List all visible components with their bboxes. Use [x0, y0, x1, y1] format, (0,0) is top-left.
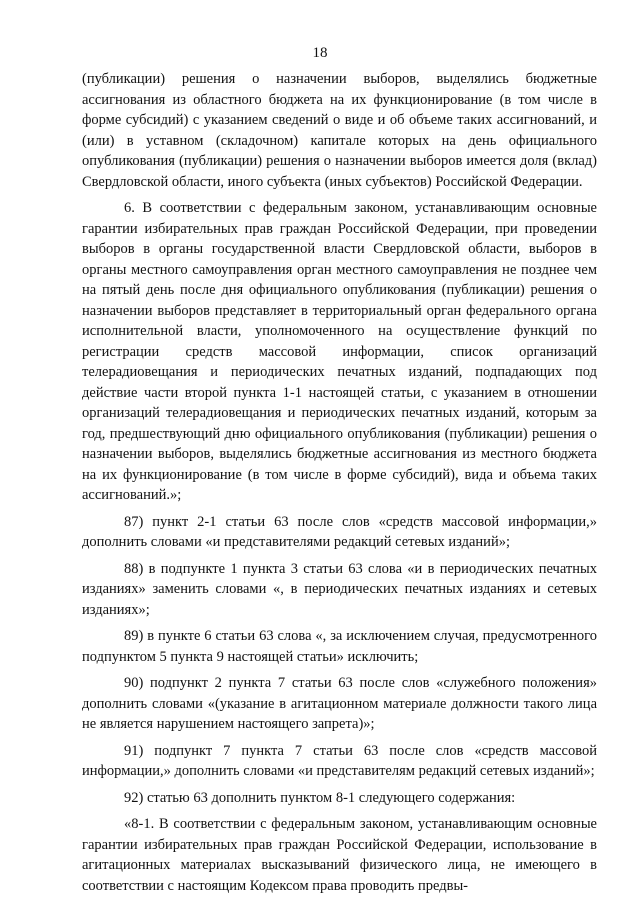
paragraph-item-92: 92) статью 63 дополнить пунктом 8-1 следующего содержания: [124, 789, 516, 806]
paragraph-item-88: 88) в подпункте 1 пункта 3 статьи 63 слова «и в периодических печатных изданиях» заменить словами «, в периодических печатных изданиях и сетевых изданиях»; [82, 560, 597, 618]
page-number: 18 [312, 45, 328, 61]
paragraph-continuation: (публикации) решения о назначении выборов, выделялись бюджетные ассигнования из областного бюджета на их функционирование (в том числе в форме субсидий) с указанием сведений о виде и об объеме таких ассигнований, и (или) в уставном (складочном) капитале которых на день официального опубликования (публикации) решения о назначении выборов имеется доля (вклад) Свердловской области, иного субъекта (иных субъектов) Российской Федерации. [82, 71, 597, 190]
paragraph-item-8-1: «8-1. В соответствии с федеральным законом, устанавливающим основные гарантии избирательных прав граждан Российской Федерации, использование в агитационных материалах высказываний физического лица, не имеющего в соответствии с настоящим Кодексом права проводить предвы- [82, 816, 597, 894]
paragraph-item-87: 87) пункт 2-1 статьи 63 после слов «средств массовой информации,» дополнить словами «и представителями редакций сетевых изданий»; [82, 513, 597, 550]
paragraph-item-90: 90) подпункт 2 пункта 7 статьи 63 после слов «служебного положения» дополнить словами «(указание в агитационном материале должности такого лица не является нарушением настоящего запрета)»; [82, 675, 597, 732]
paragraph-item-91: 91) подпункт 7 пункта 7 статьи 63 после слов «средств массовой информации,» дополнить словами «и представителям редакций сетевых изданий»; [82, 742, 597, 779]
paragraph-item-89: 89) в пункте 6 статьи 63 слова «, за исключением случая, предусмотренного подпунктом 5 пункта 9 настоящей статьи» исключить; [82, 628, 597, 665]
paragraph-item-6: 6. В соответствии с федеральным законом, устанавливающим основные гарантии избирательных прав граждан Российской Федерации, при проведении выборов в органы государственной власти Свердловской области, выборов в органы местного самоуправления орган местного самоуправления не позднее чем на пятый день после дня официального опубликования (публикации) решения о назначении выборов представляет в территориальный орган федерального органа исполнительной власти, уполномоченного на осуществление функций по регистрации средств массовой информации, список организаций телерадиовещания и периодических печатных изданий, подпадающих под действие части второй пункта 1-1 настоящей статьи, с указанием в отношении организаций телерадиовещания и периодических печатных изданий, которым за год, предшествующий дню официального опубликования (публикации) решения о назначении выборов, выделялись бюджетные ассигнования из местного бюджета на их функционирование (в том числе в форме субсидий), вида и объема таких ассигнований.»; [82, 200, 597, 503]
document-body [82, 69, 597, 902]
